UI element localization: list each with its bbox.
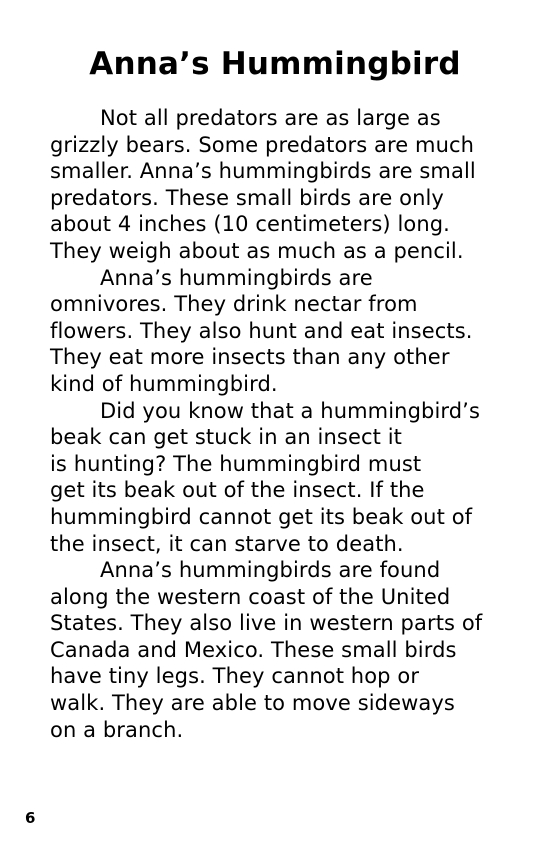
page-title: Anna’s Hummingbird xyxy=(89,46,461,82)
body-text xyxy=(50,105,520,743)
text-line: They eat more insects than any other xyxy=(50,345,450,370)
text-line: is hunting? The hummingbird must xyxy=(50,451,422,476)
text-line: grizzly bears. Some predators are much xyxy=(50,132,475,157)
paragraph-3 xyxy=(50,398,520,558)
text-line: predators. These small birds are only xyxy=(50,185,444,210)
text-line: Did you know that a hummingbird’s xyxy=(100,398,480,423)
text-line: walk. They are able to move sideways xyxy=(50,691,455,716)
text-line: Not all predators are as large as xyxy=(100,106,441,130)
paragraph-4 xyxy=(50,557,520,743)
text-line: kind of hummingbird. xyxy=(50,371,278,396)
text-line: the insect, it can starve to death. xyxy=(50,531,404,556)
paragraph-2 xyxy=(50,265,520,398)
text-line: flowers. They also hunt and eat insects. xyxy=(50,318,473,343)
page-number: 6 xyxy=(25,809,36,827)
text-line: Anna’s hummingbirds are xyxy=(100,265,373,290)
text-line: States. They also live in western parts of xyxy=(50,611,483,636)
text-line: omnivores. They drink nectar from xyxy=(50,292,418,317)
text-line: have tiny legs. They cannot hop or xyxy=(50,664,420,689)
text-line: Anna’s hummingbirds are found xyxy=(100,558,441,583)
text-line: get its beak out of the insect. If the xyxy=(50,478,425,503)
text-line: beak can get stuck in an insect it xyxy=(50,425,402,450)
text-line: about 4 inches (10 centimeters) long. xyxy=(50,212,450,237)
text-line: along the western coast of the United xyxy=(50,584,451,609)
text-line: hummingbird cannot get its beak out of xyxy=(50,504,473,529)
text-line: on a branch. xyxy=(50,717,184,742)
text-line: smaller. Anna’s hummingbirds are small xyxy=(50,159,476,184)
text-line: Canada and Mexico. These small birds xyxy=(50,637,457,662)
text-line: They weigh about as much as a pencil. xyxy=(50,238,464,263)
paragraph-1 xyxy=(50,105,520,265)
